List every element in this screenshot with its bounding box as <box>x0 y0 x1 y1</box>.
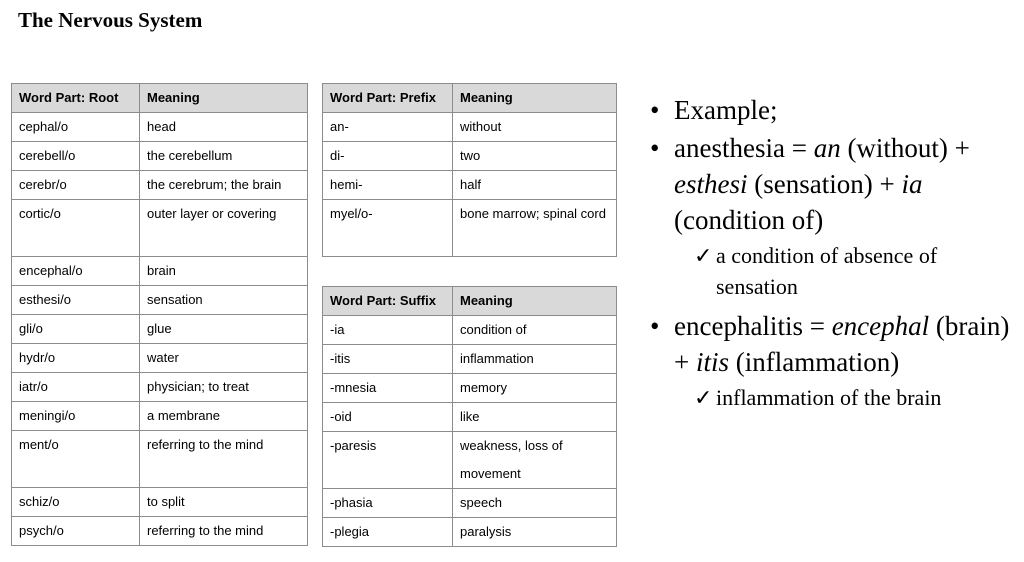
table-cell: an- <box>323 113 453 142</box>
table-cell: bone marrow; spinal cord <box>453 200 617 257</box>
table-cell: the cerebrum; the brain <box>140 171 308 200</box>
table-cell: referring to the mind <box>140 431 308 488</box>
table-cell: -phasia <box>323 489 453 518</box>
bullet-text: (inflammation) <box>729 347 900 377</box>
table-cell: head <box>140 113 308 142</box>
table-row <box>323 432 617 489</box>
table-row <box>12 315 308 344</box>
table-cell: brain <box>140 257 308 286</box>
column-header: Word Part: Suffix <box>323 287 453 316</box>
column-header: Word Part: Prefix <box>323 84 453 113</box>
sub-bullet-text: a condition of absence of sensation <box>716 243 938 299</box>
bullet-text: (without) + <box>840 133 970 163</box>
table-cell: outer layer or covering <box>140 200 308 257</box>
table-row <box>12 171 308 200</box>
table-cell: cerebell/o <box>12 142 140 171</box>
table-cell: esthesi/o <box>12 286 140 315</box>
table-cell: ment/o <box>12 431 140 488</box>
table-cell: inflammation <box>453 345 617 374</box>
table-cell: the cerebellum <box>140 142 308 171</box>
bullet-text: encephalitis = <box>674 311 832 341</box>
table-row <box>12 431 308 488</box>
column-header: Meaning <box>453 287 617 316</box>
table-cell: encephal/o <box>12 257 140 286</box>
prefix-table <box>322 83 617 257</box>
table-row <box>12 488 308 517</box>
table-cell: referring to the mind <box>140 517 308 546</box>
table-cell: iatr/o <box>12 373 140 402</box>
table-cell: -paresis <box>323 432 453 489</box>
table-row <box>12 200 308 257</box>
word-part: itis <box>695 347 729 377</box>
bullet-text: (condition of) <box>674 205 824 235</box>
table-cell: glue <box>140 315 308 344</box>
table-cell: condition of <box>453 316 617 345</box>
table-cell: weakness, loss of movement <box>453 432 617 489</box>
table-cell: -oid <box>323 403 453 432</box>
table-row <box>323 113 617 142</box>
table-cell: -mnesia <box>323 374 453 403</box>
table-cell: -plegia <box>323 518 453 547</box>
table-cell: paralysis <box>453 518 617 547</box>
table-row <box>12 373 308 402</box>
column-header: Word Part: Root <box>12 84 140 113</box>
table-cell: speech <box>453 489 617 518</box>
bullet-anesthesia <box>650 130 1020 238</box>
table-row <box>12 402 308 431</box>
table-cell: cortic/o <box>12 200 140 257</box>
table-row <box>12 142 308 171</box>
bullet-text: (brain) + <box>674 311 1010 377</box>
table-cell: myel/o- <box>323 200 453 257</box>
table-cell: half <box>453 171 617 200</box>
table-cell: cephal/o <box>12 113 140 142</box>
sub-bullet-anesthesia <box>650 240 1020 302</box>
table-header-row <box>323 287 617 316</box>
word-part: ia <box>901 169 923 199</box>
table-row <box>12 286 308 315</box>
table-cell: -itis <box>323 345 453 374</box>
table-row <box>323 200 617 257</box>
checkmark-icon: ✓ <box>694 243 713 268</box>
bullet-text: anesthesia = <box>674 133 814 163</box>
table-cell: two <box>453 142 617 171</box>
table-cell: hemi- <box>323 171 453 200</box>
table-cell: to split <box>140 488 308 517</box>
table-row <box>323 518 617 547</box>
table-cell: memory <box>453 374 617 403</box>
table-row <box>12 113 308 142</box>
column-header: Meaning <box>453 84 617 113</box>
bullet-dot-icon: • <box>650 133 660 163</box>
table-cell: meningi/o <box>12 402 140 431</box>
word-part: encephal <box>831 311 930 341</box>
table-cell: physician; to treat <box>140 373 308 402</box>
table-row <box>323 374 617 403</box>
table-row <box>323 403 617 432</box>
table-row <box>323 345 617 374</box>
table-row <box>12 517 308 546</box>
table-cell: psych/o <box>12 517 140 546</box>
table-cell: -ia <box>323 316 453 345</box>
sub-bullet-text: inflammation of the brain <box>716 385 942 410</box>
table-cell: schiz/o <box>12 488 140 517</box>
suffix-table <box>322 286 617 547</box>
bullet-dot-icon: • <box>650 311 660 341</box>
table-cell: a membrane <box>140 402 308 431</box>
table-header-row <box>323 84 617 113</box>
word-part: an <box>813 133 841 163</box>
sub-bullet-encephalitis <box>650 382 1020 413</box>
table-cell: like <box>453 403 617 432</box>
table-row <box>12 257 308 286</box>
example-bullets <box>650 92 1020 419</box>
bullet-encephalitis <box>650 308 1020 380</box>
bullet-example <box>650 92 1020 128</box>
table-cell: sensation <box>140 286 308 315</box>
table-cell: di- <box>323 142 453 171</box>
bullet-dot-icon: • <box>650 95 660 125</box>
checkmark-icon: ✓ <box>694 385 713 410</box>
table-cell: without <box>453 113 617 142</box>
table-row <box>323 316 617 345</box>
table-cell: cerebr/o <box>12 171 140 200</box>
bullet-text: (sensation) + <box>747 169 902 199</box>
table-cell: gli/o <box>12 315 140 344</box>
word-part: esthesi <box>674 169 748 199</box>
table-cell: water <box>140 344 308 373</box>
table-header-row <box>12 84 308 113</box>
root-table <box>11 83 308 546</box>
table-row <box>323 142 617 171</box>
table-cell: hydr/o <box>12 344 140 373</box>
table-row <box>323 171 617 200</box>
column-header: Meaning <box>140 84 308 113</box>
bullet-text: Example; <box>674 95 778 125</box>
table-row <box>12 344 308 373</box>
table-row <box>323 489 617 518</box>
page-title: The Nervous System <box>18 8 203 32</box>
